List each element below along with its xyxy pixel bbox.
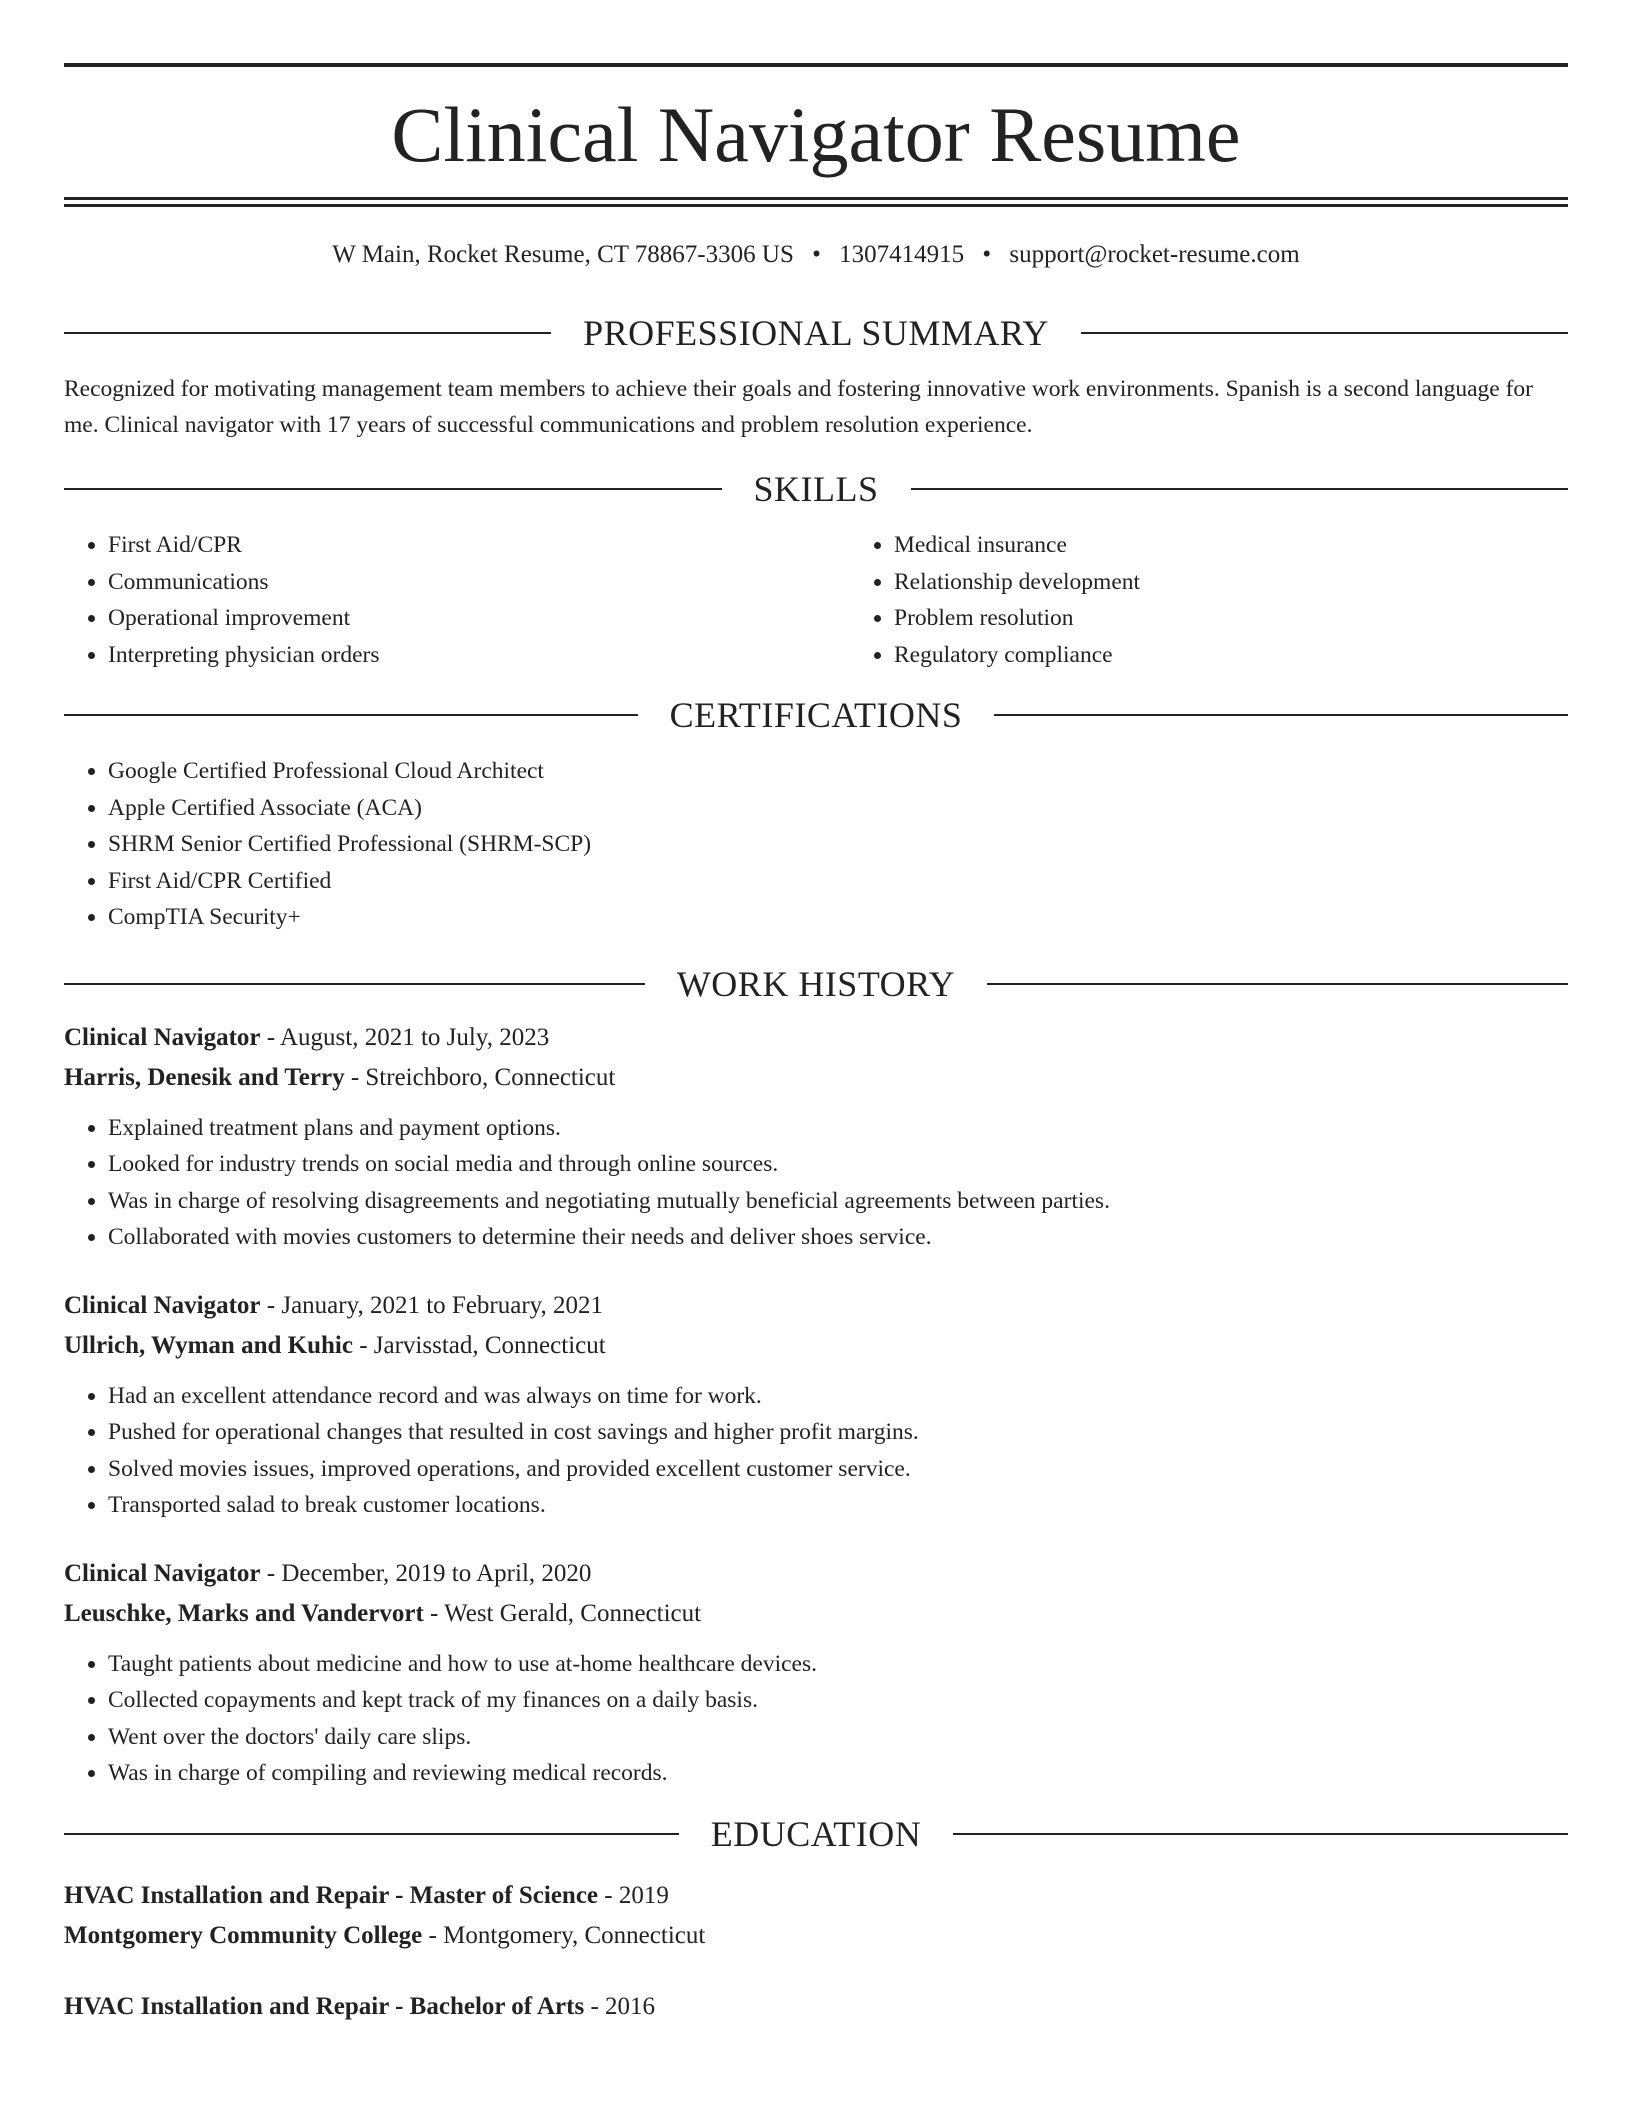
job-dates: January, 2021 to February, 2021 bbox=[281, 1291, 604, 1319]
job-location: West Gerald, Connecticut bbox=[444, 1599, 702, 1627]
education-entry bbox=[64, 1876, 1568, 1956]
list-item: • Taught patients about medicine and how to use at-home healthcare devices. bbox=[108, 1646, 1568, 1683]
heading-rule-left bbox=[64, 983, 645, 985]
heading-rule-right bbox=[953, 1833, 1568, 1835]
job-company-line bbox=[64, 1594, 1568, 1634]
job-company: Leuschke, Marks and Vandervort bbox=[64, 1599, 424, 1627]
contact-separator: • bbox=[812, 241, 821, 268]
job-title: Clinical Navigator bbox=[64, 1559, 261, 1587]
job-location: Streichboro, Connecticut bbox=[365, 1063, 616, 1091]
contact-separator: • bbox=[982, 241, 992, 268]
list-item: • First Aid/CPR Certified bbox=[108, 863, 1568, 900]
top-rule bbox=[64, 63, 1568, 67]
list-item: • SHRM Senior Certified Professional (SHRM-SCP) bbox=[108, 826, 1568, 863]
list-item: • Medical insurance bbox=[894, 527, 1632, 564]
dash: - bbox=[598, 1881, 619, 1909]
list-item: • Solved movies issues, improved operations, and provided excellent customer service. bbox=[108, 1451, 1568, 1488]
contact-email: support@rocket-resume.com bbox=[1009, 241, 1300, 268]
heading-rule-right bbox=[911, 488, 1569, 490]
list-item: • Google Certified Professional Cloud Architect bbox=[108, 753, 1568, 790]
summary-section-heading bbox=[64, 311, 1568, 355]
list-item: • Regulatory compliance bbox=[894, 637, 1632, 674]
dash: - bbox=[352, 1331, 374, 1359]
skills-section-heading bbox=[64, 467, 1568, 511]
certifications-heading: CERTIFICATIONS bbox=[669, 695, 963, 735]
heading-rule-right bbox=[994, 714, 1568, 716]
contact-phone: 1307414915 bbox=[839, 241, 965, 268]
heading-rule-left bbox=[64, 488, 722, 490]
job-entry bbox=[64, 1018, 1568, 1256]
job-title: Clinical Navigator bbox=[64, 1291, 261, 1319]
list-item: • Had an excellent attendance record and was always on time for work. bbox=[108, 1378, 1568, 1415]
skills-list-right bbox=[850, 527, 1632, 673]
job-dates: August, 2021 to July, 2023 bbox=[279, 1023, 550, 1051]
skills-heading: SKILLS bbox=[753, 469, 879, 509]
list-item: • Went over the doctors' daily care slips. bbox=[108, 1719, 1568, 1756]
heading-rule-right bbox=[1081, 332, 1568, 334]
job-company-line bbox=[64, 1326, 1568, 1366]
heading-rule-left bbox=[64, 1833, 679, 1835]
job-entry bbox=[64, 1286, 1568, 1524]
education-year: 2016 bbox=[605, 1992, 656, 2020]
education-school: Montgomery Community College bbox=[64, 1921, 423, 1949]
heading-rule-right bbox=[987, 983, 1568, 985]
list-item: • Communications bbox=[108, 564, 850, 601]
dash: - bbox=[260, 1291, 282, 1319]
list-item: • Collaborated with movies customers to determine their needs and deliver shoes service. bbox=[108, 1219, 1568, 1256]
skills-columns bbox=[64, 527, 1568, 673]
list-item: • Operational improvement bbox=[108, 600, 850, 637]
job-title-line bbox=[64, 1554, 1568, 1594]
heading-rule-left bbox=[64, 714, 638, 716]
education-degree-line bbox=[64, 1876, 1568, 1916]
contact-address: W Main, Rocket Resume, CT 78867-3306 US bbox=[332, 241, 794, 268]
resume-page bbox=[64, 0, 1568, 2027]
summary-heading: PROFESSIONAL SUMMARY bbox=[583, 313, 1049, 353]
job-company: Ullrich, Wyman and Kuhic bbox=[64, 1331, 353, 1359]
heading-rule-left bbox=[64, 332, 551, 334]
dash: - bbox=[344, 1063, 366, 1091]
dash: - bbox=[584, 1992, 606, 2020]
resume-title: Clinical Navigator Resume bbox=[391, 91, 1241, 178]
list-item: • Looked for industry trends on social media and through online sources. bbox=[108, 1146, 1568, 1183]
list-item: • Relationship development bbox=[894, 564, 1632, 601]
dash: - bbox=[260, 1559, 282, 1587]
job-bullets bbox=[64, 1378, 1568, 1524]
job-bullets bbox=[64, 1110, 1568, 1256]
list-item: • Pushed for operational changes that resulted in cost savings and higher profit margins. bbox=[108, 1414, 1568, 1451]
job-title-line bbox=[64, 1286, 1568, 1326]
education-location: Montgomery, Connecticut bbox=[443, 1921, 706, 1949]
education-entry bbox=[64, 1987, 1568, 2027]
dash: - bbox=[260, 1023, 280, 1051]
summary-text: Recognized for motivating management team members to achieve their goals and fostering innovative work environments. Spanish is a second language for me. Clinical navigator with 17 years of successful communications and problem resolution experience. bbox=[64, 376, 1533, 438]
job-dates: December, 2019 to April, 2020 bbox=[281, 1559, 592, 1587]
dash: - bbox=[422, 1921, 444, 1949]
education-year: 2019 bbox=[618, 1881, 669, 1909]
title-double-rule bbox=[64, 197, 1568, 207]
work-heading: WORK HISTORY bbox=[676, 963, 956, 1004]
job-company: Harris, Denesik and Terry bbox=[64, 1063, 345, 1091]
contact-line bbox=[64, 240, 1568, 270]
job-entry bbox=[64, 1554, 1568, 1792]
education-degree-line bbox=[64, 1987, 1568, 2027]
education-heading: EDUCATION bbox=[710, 1813, 922, 1854]
list-item: • Was in charge of compiling and reviewing medical records. bbox=[108, 1755, 1568, 1792]
work-section-heading bbox=[64, 962, 1568, 1006]
education-degree: HVAC Installation and Repair - Bachelor of Arts bbox=[64, 1992, 585, 2020]
education-section-heading bbox=[64, 1812, 1568, 1856]
education-school-line bbox=[64, 1916, 1568, 1956]
list-item: • Interpreting physician orders bbox=[108, 637, 850, 674]
list-item: • Explained treatment plans and payment options. bbox=[108, 1110, 1568, 1147]
skills-list-left bbox=[64, 527, 850, 673]
list-item: • Was in charge of resolving disagreements and negotiating mutually beneficial agreements between parties. bbox=[108, 1183, 1568, 1220]
list-item: • CompTIA Security+ bbox=[108, 899, 1568, 936]
list-item: • Transported salad to break customer locations. bbox=[108, 1487, 1568, 1524]
job-title: Clinical Navigator bbox=[64, 1023, 261, 1051]
list-item: • Apple Certified Associate (ACA) bbox=[108, 790, 1568, 827]
certifications-list bbox=[64, 753, 1568, 936]
job-company-line bbox=[64, 1058, 1568, 1098]
list-item: • Problem resolution bbox=[894, 600, 1632, 637]
education-degree: HVAC Installation and Repair - Master of Science bbox=[64, 1881, 599, 1909]
job-location: Jarvisstad, Connecticut bbox=[373, 1331, 606, 1359]
certifications-section-heading bbox=[64, 693, 1568, 737]
job-bullets bbox=[64, 1646, 1568, 1792]
list-item: • First Aid/CPR bbox=[108, 527, 850, 564]
dash: - bbox=[423, 1599, 445, 1627]
job-title-line bbox=[64, 1018, 1568, 1058]
list-item: • Collected copayments and kept track of my finances on a daily basis. bbox=[108, 1682, 1568, 1719]
